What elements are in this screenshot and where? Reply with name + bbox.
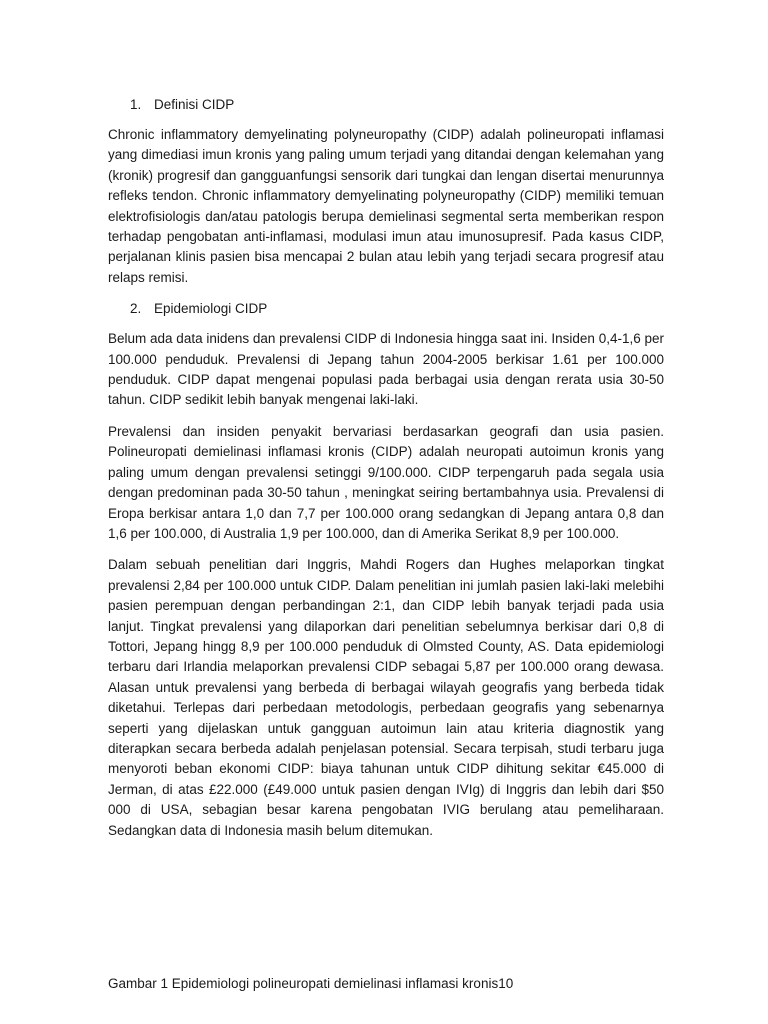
section-title: Epidemiologi CIDP <box>154 301 268 317</box>
paragraph-definisi: Chronic inflammatory demyelinating polyneuropathy (CIDP) adalah polineuropati inflamasi yang dimediasi imun kronis yang paling umum terjadi yang ditandai dengan kelemahan yang (kronik) progresif dan gangguanfungsi sensorik dari tungkai dan lengan disertai menurunnya refleks tendon. Chronic inflammatory demyelinating polyneuropathy (CIDP) memiliki temuan elektrofisiologis dan/atau patologis berupa demielinasi segmental serta memberikan respon terhadap pengobatan anti-inflamasi, modulasi imun atau imunosupresif. Pada kasus CIDP, perjalanan klinis pasien bisa mencapai 2 bulan atau lebih yang terjadi secara progresif atau relaps remisi. <box>108 127 664 285</box>
document-body <box>108 95 664 852</box>
section-heading-definisi <box>130 95 664 115</box>
section-number: 1. <box>130 97 142 112</box>
paragraph-epidemiologi-1: Belum ada data inidens dan prevalensi CIDP di Indonesia hingga saat ini. Insiden 0,4-1,6 per 100.000 penduduk. Prevalensi di Jepang tahun 2004-2005 berkisar 1.61 per 100.000 penduduk. CIDP dapat mengenai populasi pada berbagai usia dengan rerata usia 30-50 tahun. CIDP sedikit lebih banyak mengenai laki-laki. <box>108 331 664 408</box>
figure-caption: Gambar 1 Epidemiologi polineuropati demielinasi inflamasi kronis10 <box>108 976 514 991</box>
paragraph-epidemiologi-2: Prevalensi dan insiden penyakit bervariasi berdasarkan geografi dan usia pasien. Polineuropati demielinasi inflamasi kronis (CIDP) adalah neuropati autoimun kronis yang paling umum dengan prevalensi setinggi 9/100.000. CIDP terpengaruh pada segala usia dengan predominan pada 30-50 tahun , meningkat seiring bertambahnya usia. Prevalensi di Eropa berkisar antara 1,0 dan 7,7 per 100.000 orang sedangkan di Jepang antara 0,8 dan 1,6 per 100.000, di Australia 1,9 per 100.000, dan di Amerika Serikat 8,9 per 100.000. <box>108 423 664 541</box>
paragraph-epidemiologi-3: Dalam sebuah penelitian dari Inggris, Mahdi Rogers dan Hughes melaporkan tingkat prevalensi 2,84 per 100.000 untuk CIDP. Dalam penelitian ini jumlah pasien laki-laki melebihi pasien perempuan dengan perbandingan 2:1, dan CIDP lebih banyak terjadi pada usia lanjut. Tingkat prevalensi yang dilaporkan dari penelitian sebelumnya berkisar dari 0,8 di Tottori, Jepang hingg 8,9 per 100.000 penduduk di Olmsted County, AS. Data epidemiologi terbaru dari Irlandia melaporkan prevalensi CIDP sebagai 5,87 per 100.000 orang dewasa. Alasan untuk prevalensi yang berbeda di berbagai wilayah geografis yang berbeda tidak diketahui. Terlepas dari perbedaan metodologis, perbedaan geografis yang sebenarnya seperti yang dijelaskan untuk gangguan autoimun lain atau kriteria diagnostik yang diterapkan secara berbeda adalah penjelasan potensial. Secara terpisah, studi terbaru juga menyoroti beban ekonomi CIDP: biaya tahunan untuk CIDP dihitung sekitar €45.000 di Jerman, di atas £22.000 (£49.000 untuk pasien dengan IVIg) di Inggris dan lebih dari $50 000 di USA, sebagian besar karena pengobatan IVIG berulang atau pemeliharaan. Sedangkan data di Indonesia masih belum ditemukan. <box>108 557 664 838</box>
section-heading-epidemiologi <box>130 299 664 319</box>
section-number: 2. <box>130 301 142 317</box>
section-title: Definisi CIDP <box>154 97 235 112</box>
